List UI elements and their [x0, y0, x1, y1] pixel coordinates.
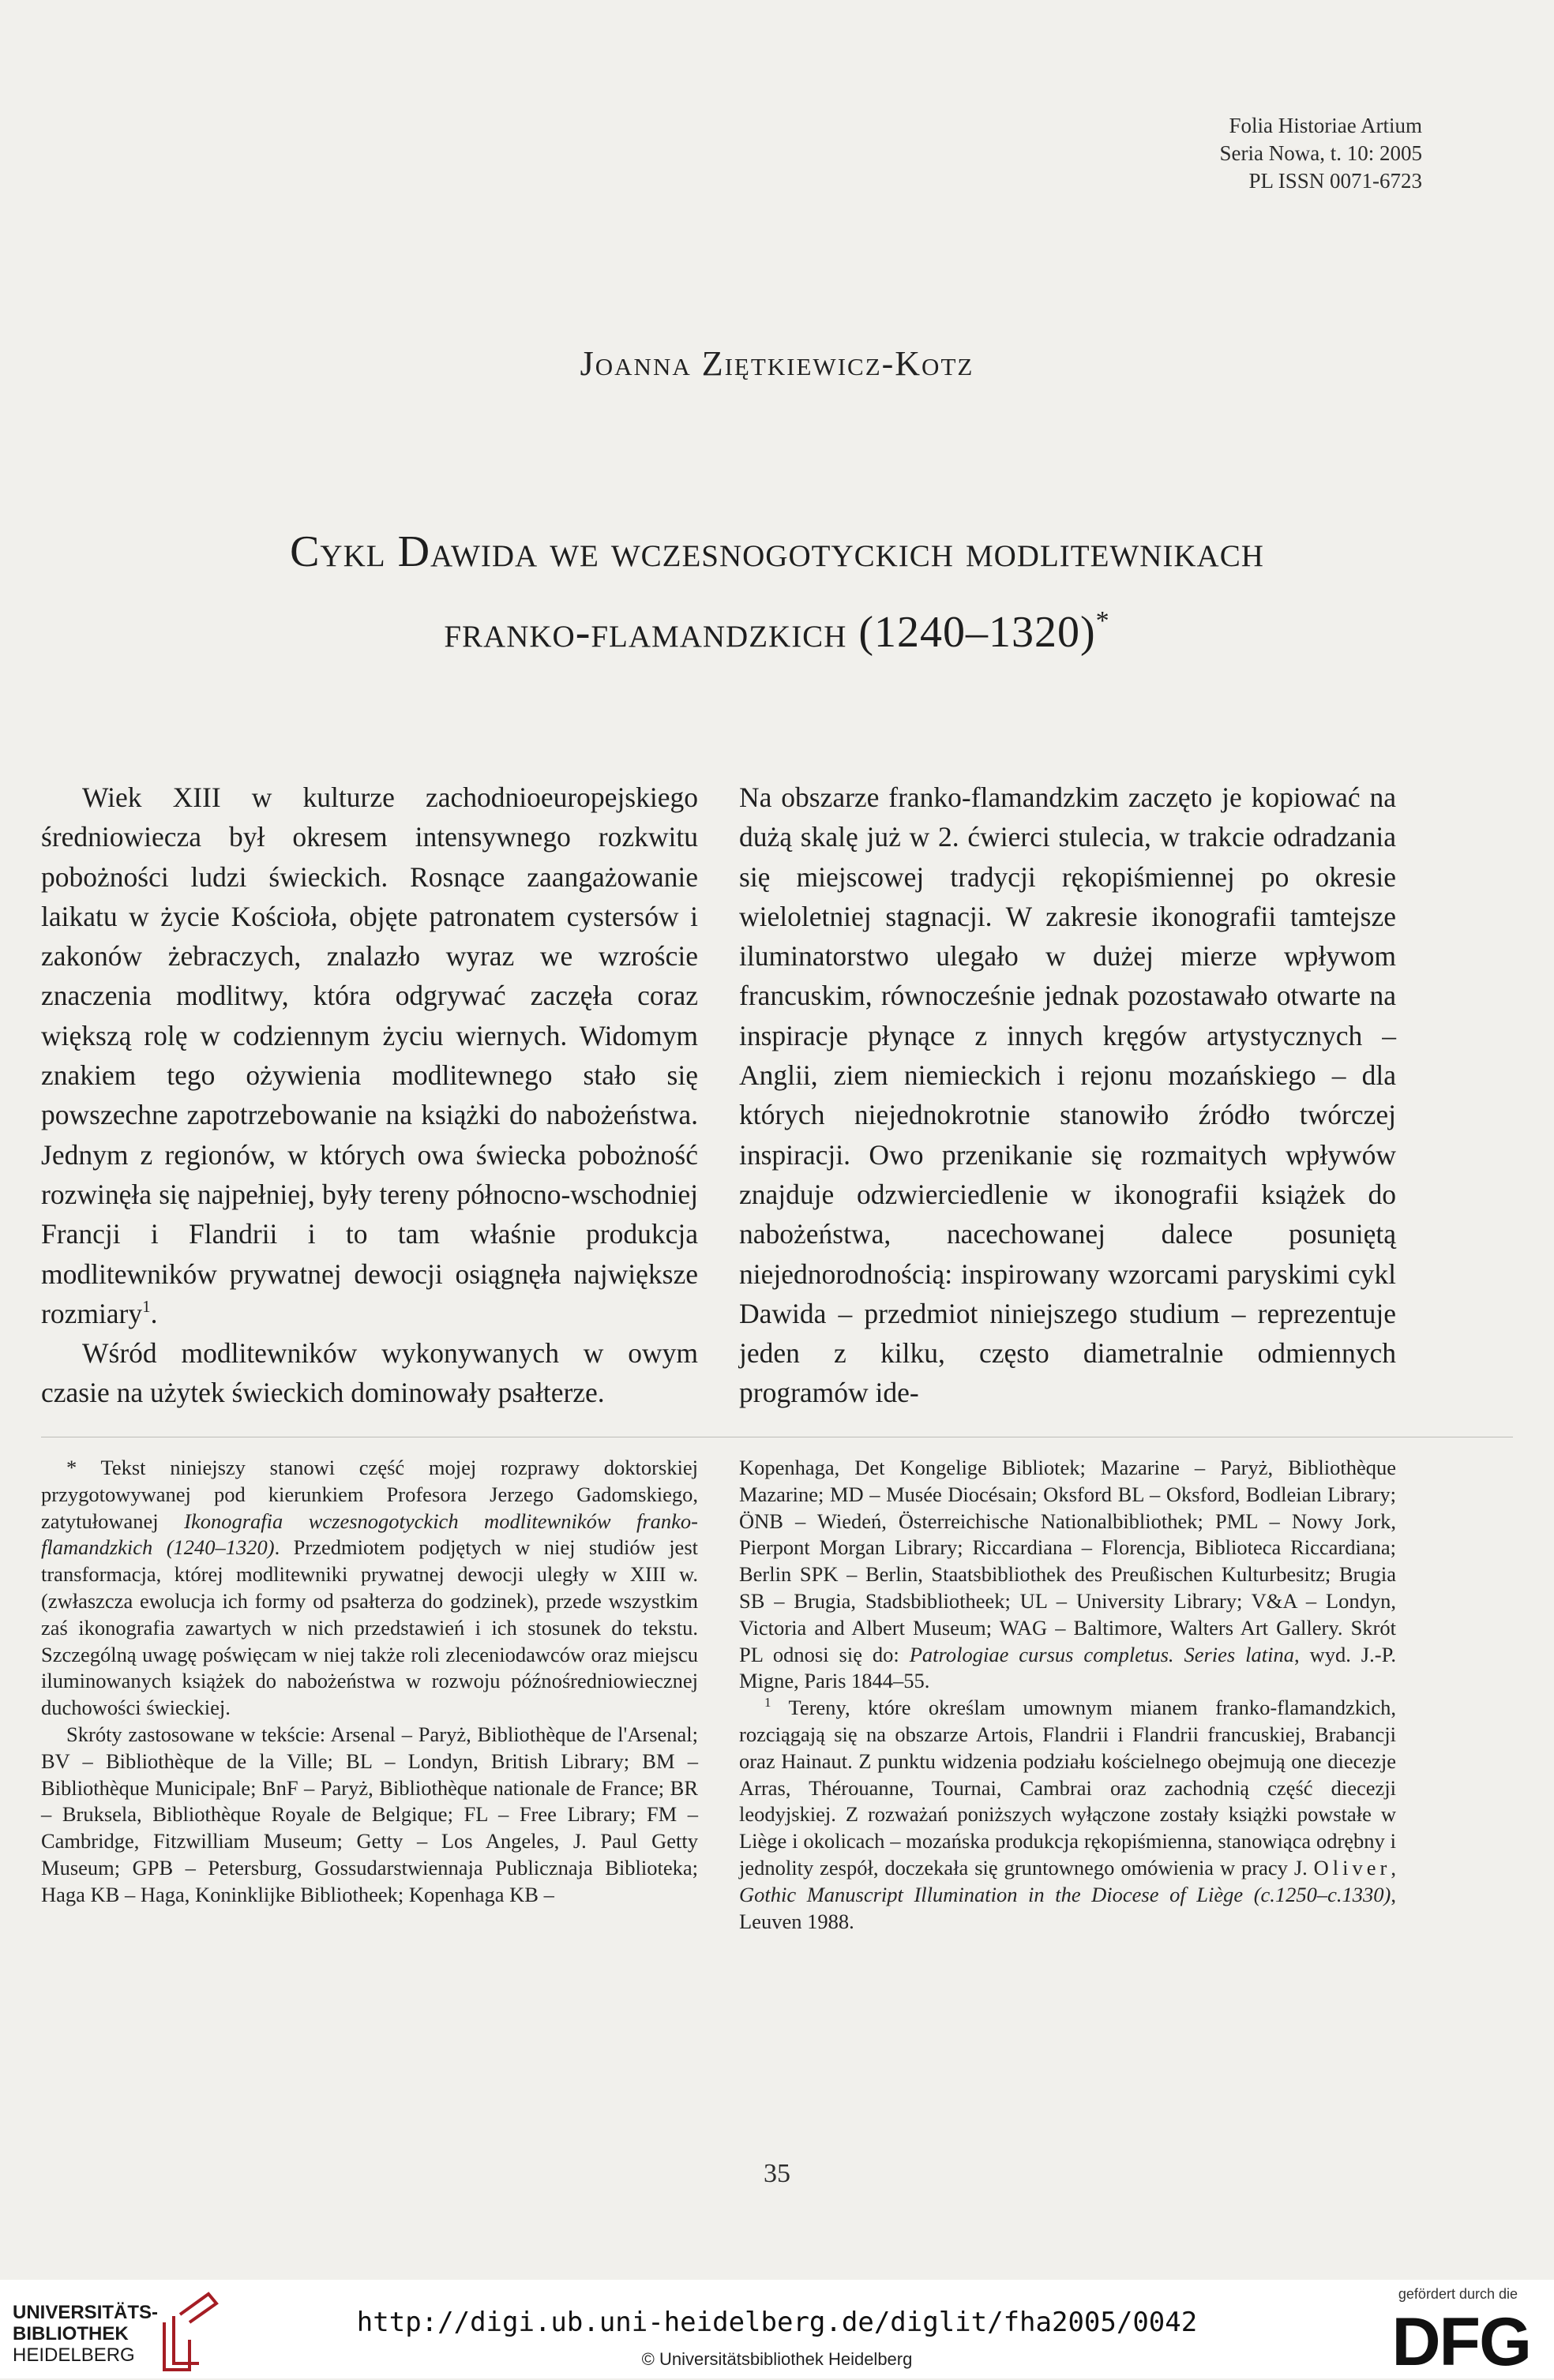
funding-caption: gefördert durch die [1398, 2286, 1518, 2302]
journal-issn: PL ISSN 0071-6723 [1248, 169, 1422, 193]
footnote-star [41, 1455, 698, 1722]
library-name-line-1: UNIVERSITÄTS- [13, 2302, 159, 2323]
copyright-notice: © Universitätsbibliothek Heidelberg [641, 2349, 913, 2369]
footnotes-column-left [41, 1455, 698, 1909]
footnotes-column-right [739, 1455, 1396, 1935]
body-paragraph-1 [41, 778, 698, 1333]
footnote-1-comma: , [1391, 1855, 1396, 1880]
cited-author: Oliver [1313, 1855, 1391, 1880]
footnote-star-text-b: . Przedmiotem podjętych w niej studiów jest transformacja, której modlitewniki prywatnej dewocji uległy w XIII w. (zwłaszcza ewolucja ich formy od psałterza do godzinek), przede wszystkim zaś ikonografia zawartych w nich przedstawień i ich stosunek do tekstu. Szczególną uwagę poświęcam w niej także roli zleceniodawców oraz miejscu iluminowanych książek do nabożeństwa w rozwoju późnośredniowiecznej duchowości świeckiej. [41, 1535, 698, 1720]
body-column-right [739, 778, 1396, 1413]
paragraph-1-end: . [150, 1297, 158, 1329]
abbreviations-text-b: , wyd. J.-P. Migne, Paris 1844–55. [739, 1642, 1396, 1693]
body-paragraph-2: Wśród modlitewników wykonywanych w owym czasie na użytek świeckich dominowały psałterze. [41, 1337, 698, 1409]
article-author: Joanna Ziętkiewicz-Kotz [580, 344, 974, 383]
footnote-1-end: , Leuven 1988. [739, 1882, 1396, 1933]
cited-work-title: Gothic Manuscript Illumination in the Diocese of Liège (c.1250–c.1330) [739, 1882, 1391, 1906]
digitization-footer [0, 2280, 1554, 2378]
library-name-line-2: BIBLIOTHEK [13, 2323, 129, 2344]
patrologia-title: Patrologiae cursus completus. Series latina [909, 1642, 1295, 1666]
footnote-1-mark: 1 [764, 1695, 771, 1711]
footnote-1-text: Tereny, które określam umownym mianem franko-flamandzkich, rozciągają się na obszarze Artois, Flandrii i Flandrii francuskiej, Brabancji oraz Hainaut. Z punktu widzenia podziału kościelnego obejmują one diecezje Arras, Thérouanne, Tournai, Cambrai oraz zachodnią część diecezji leodyjskiej. Z rozważań poniższych wyłączone zostały książki powstałe w Liège i okolicach – mozańska produkcja rękopiśmienna, stanowiąca odrębny i jednolity zespół, doczekała się gruntownego omówienia w pracy J. [739, 1696, 1396, 1880]
title-footnote-mark: * [1095, 606, 1110, 635]
title-line-2-text: franko-flamandzkich (1240–1320) [444, 608, 1096, 657]
dissertation-title: Ikonografia wczesnogotyckich modlitewników franko-flamandzkich (1240–1320) [41, 1509, 699, 1560]
footnote-star-text-a: * Tekst niniejszy stanowi część mojej rozprawy doktorskiej przygotowywanej pod kierunkiem Profesora Jerzego Gadomskiego, zatytułowanej [41, 1456, 698, 1533]
footnote-ref-1: 1 [142, 1296, 151, 1316]
journal-header [1220, 112, 1422, 195]
dfg-logo: DFG [1391, 2304, 1530, 2380]
title-line-1: Cykl Dawida we wczesnogotyckich modlitewnikach [290, 527, 1264, 576]
page-number: 35 [764, 2159, 790, 2188]
article-title [0, 517, 1554, 667]
abbreviations-note-continued [739, 1455, 1396, 1695]
title-line-2 [0, 587, 1554, 667]
abbreviations-note: Skróty zastosowane w tekście: Arsenal – Paryż, Bibliothèque de l'Arsenal; BV – Bibliothèque de la Ville; BL – Londyn, British Library; BM – Bibliothèque Municipale; BnF – Paryż, Bibliothèque nationale de France; BR – Bruksela, Bibliothèque Royale de Belgique; FL – Free Library; FM – Cambridge, Fitzwilliam Museum; Getty – Los Angeles, J. Paul Getty Museum; GPB – Petersburg, Gossudarstwiennaja Publicznaja Biblioteka; Haga KB – Haga, Koninklijke Bibliotheek; Kopenhaga KB – [41, 1722, 698, 1906]
footnote-1 [739, 1695, 1396, 1935]
paragraph-1-text: Wiek XIII w kulturze zachodnioeuropejskiego średniowiecza był okresem intensywnego rozkwitu pobożności ludzi świeckich. Rosnące zaangażowanie laikatu w życie Kościoła, objęte patronatem cystersów i zakonów żebraczych, znalazło wyraz we wzroście znaczenia modlitwy, która odgrywać zaczęła coraz większą rolę w codziennym życiu wiernych. Widomym znakiem tego ożywienia modlitewnego stało się powszechne zapotrzebowanie na książki do nabożeństwa. Jednym z regionów, w których owa świecka pobożność rozwinęła się najpełniej, były tereny północno-wschodniej Francji i Flandrii i to tam właśnie produkcja modlitewników prywatnej dewocji osiągnęła największe rozmiary [41, 781, 698, 1329]
source-url-link[interactable]: http://digi.ub.uni-heidelberg.de/diglit/fha2005/0042 [356, 2307, 1198, 2338]
body-paragraph-3: Na obszarze franko-flamandzkim zaczęto je kopiować na dużą skalę już w 2. ćwierci stulecia, w trakcie odradzania się miejscowej tradycji rękopiśmiennej po okresie wieloletniej stagnacji. W zakresie ikonografii tamtejsze iluminatorstwo ulegało w dużej mierze wpływom francuskim, równocześnie jednak pozostawało otwarte na inspiracje płynące z innych kręgów artystycznych – Anglii, ziem niemieckich i rejonu mozańskiego – dla których niejednokrotnie stanowiło źródło twórczej inspiracji. Owo przenikanie się rozmaitych wpływów znajduje odzwierciedlenie w ikonografii książek do nabożeństwa, nacechowanej dalece posuniętą niejednorodnością: inspirowany wzorcami paryskimi cykl Dawida – przedmiot niniejszego studium – reprezentuje jeden z kilku, często diametralnie odmiennych programów ide- [739, 781, 1396, 1409]
body-column-left [41, 778, 698, 1413]
journal-name: Folia Historiae Artium [1229, 114, 1422, 137]
journal-series: Seria Nowa, t. 10: 2005 [1219, 141, 1422, 165]
library-name-line-3: HEIDELBERG [13, 2344, 135, 2366]
abbreviations-text-a: Kopenhaga, Det Kongelige Bibliotek; Mazarine – Paryż, Bibliothèque Mazarine; MD – Musée Diocésain; Oksford BL – Oksford, Bodleian Library; ÖNB – Wiedeń, Österreichische Nationalbibliothek; PML – Nowy Jork, Pierpont Morgan Library; Riccardiana – Florencja, Biblioteca Riccardiana; Berlin SPK – Berlin, Staatsbibliothek des Preußischen Kulturbesitz; Brugia SB – Brugia, Stadsbibliotheek; UL – University Library; V&A – Londyn, Victoria and Albert Museum; WAG – Baltimore, Walters Art Gallery. Skrót PL odnosi się do: [739, 1456, 1396, 1666]
